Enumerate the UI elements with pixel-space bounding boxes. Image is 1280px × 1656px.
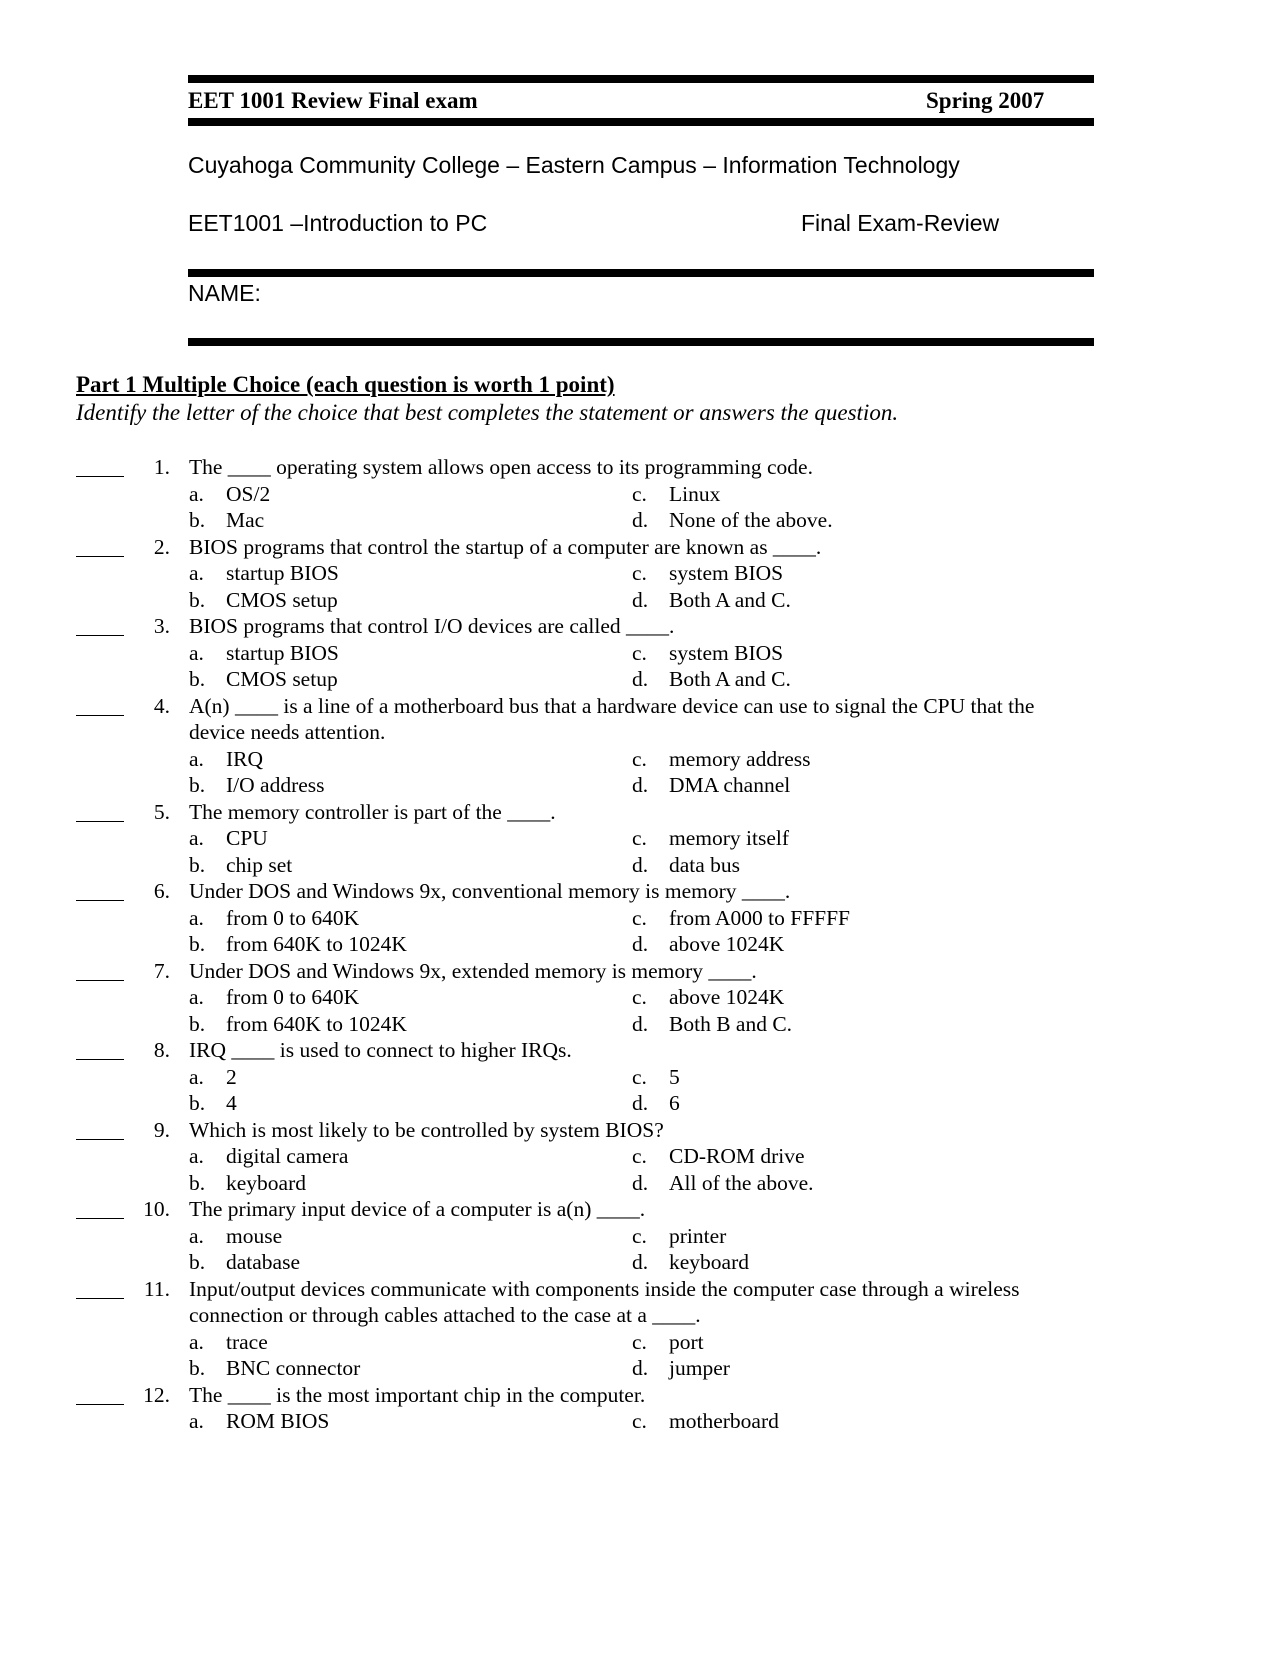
header-bottom-rule [188, 338, 1094, 346]
question-item [0, 613, 1280, 693]
option-letter: a. [189, 826, 204, 850]
option-letter: c. [632, 1409, 647, 1433]
option-text: Both A and C. [669, 667, 791, 691]
question-stem: The memory controller is part of the ____. [189, 799, 556, 824]
option-letter: b. [189, 773, 206, 797]
question-item [0, 1196, 1280, 1276]
question-stem: The primary input device of a computer is a(n) ____. [189, 1197, 646, 1221]
question-number: 10. [143, 1197, 170, 1221]
option-text: OS/2 [226, 481, 271, 506]
option-text: database [226, 1250, 301, 1274]
question-stem: IRQ ____ is used to connect to higher IRQs. [189, 1038, 572, 1062]
option-letter: b. [189, 1091, 206, 1115]
question-number: 9. [153, 1117, 170, 1142]
question-number: 5. [153, 799, 170, 824]
option-text: keyboard [669, 1250, 749, 1274]
option-letter: a. [189, 1144, 204, 1168]
option-letter: c. [632, 985, 647, 1009]
option-letter: b. [189, 1170, 206, 1195]
exam-label: Final Exam-Review [801, 210, 1000, 236]
question-stem: Which is most likely to be controlled by system BIOS? [189, 1117, 664, 1142]
option-text: above 1024K [669, 932, 785, 956]
option-letter: b. [189, 587, 206, 612]
option-letter: a. [189, 640, 204, 665]
answer-blank[interactable] [76, 958, 124, 981]
option-text: Both B and C. [669, 1011, 793, 1036]
term: Spring 2007 [926, 88, 1045, 113]
question-item [0, 799, 1280, 879]
option-letter: c. [632, 1329, 647, 1354]
option-text: CD-ROM drive [669, 1144, 805, 1168]
option-text: system BIOS [669, 640, 784, 665]
course-name: EET1001 –Introduction to PC [188, 210, 488, 236]
option-letter: d. [632, 508, 649, 532]
question-number: 7. [153, 958, 170, 983]
option-letter: d. [632, 773, 649, 797]
option-letter: d. [632, 1170, 649, 1195]
option-letter: b. [189, 852, 206, 877]
header-top-rule [188, 75, 1094, 83]
option-letter: a. [189, 481, 204, 506]
part-instructions: Identify the letter of the choice that best completes the statement or answers the question. [76, 400, 899, 425]
option-text: trace [226, 1329, 268, 1354]
question-number: 8. [153, 1038, 170, 1062]
option-text: 4 [226, 1091, 237, 1115]
option-text: startup BIOS [226, 561, 339, 585]
option-text: memory itself [669, 826, 790, 850]
option-text: DMA channel [669, 773, 791, 797]
question-options [0, 1064, 1280, 1117]
option-letter: d. [632, 667, 649, 691]
question-options [0, 1223, 1280, 1276]
option-letter: b. [189, 1011, 206, 1036]
course-title: EET 1001 Review Final exam [188, 88, 478, 113]
option-letter: d. [632, 932, 649, 956]
header-second-rule [188, 118, 1094, 126]
option-text: 5 [669, 1064, 680, 1089]
option-letter: d. [632, 1011, 649, 1036]
option-letter: d. [632, 1250, 649, 1274]
question-options [0, 1143, 1280, 1196]
question-options [0, 560, 1280, 613]
answer-blank[interactable] [76, 878, 124, 901]
option-letter: c. [632, 905, 647, 930]
question-number: 4. [153, 693, 170, 718]
question-item [0, 1117, 1280, 1197]
option-text: mouse [226, 1223, 283, 1248]
option-letter: a. [189, 561, 204, 585]
question-stem: Under DOS and Windows 9x, extended memory is memory ____. [189, 958, 757, 983]
option-text: system BIOS [669, 561, 784, 585]
question-options [0, 746, 1280, 799]
option-text: Both A and C. [669, 587, 791, 612]
question-options [0, 1329, 1280, 1382]
option-letter: a. [189, 1409, 204, 1433]
question-item [0, 1382, 1280, 1435]
question-number: 11. [143, 1276, 170, 1301]
answer-blank[interactable] [76, 534, 124, 557]
option-text: All of the above. [669, 1170, 814, 1195]
option-text: printer [669, 1223, 727, 1248]
question-stem: Under DOS and Windows 9x, conventional memory is memory ____. [189, 879, 791, 903]
answer-blank[interactable] [76, 1382, 124, 1405]
option-letter: b. [189, 667, 206, 691]
question-item [0, 878, 1280, 958]
question-stem: The ____ is the most important chip in the computer. [189, 1382, 646, 1407]
option-letter: d. [632, 1091, 649, 1115]
answer-blank[interactable] [76, 1117, 124, 1140]
question-list [0, 454, 1280, 1435]
option-text: digital camera [226, 1144, 349, 1168]
option-text: 6 [669, 1091, 680, 1115]
option-text: from 0 to 640K [226, 905, 360, 930]
question-number: 12. [143, 1382, 170, 1407]
option-letter: d. [632, 1356, 649, 1380]
option-letter: a. [189, 985, 204, 1009]
option-text: 2 [226, 1064, 237, 1089]
option-text: Mac [226, 508, 265, 532]
option-text: from 640K to 1024K [226, 1011, 407, 1036]
option-letter: c. [632, 640, 647, 665]
question-stem: Input/output devices communicate with components inside the computer case through a wireless connection or through cables attached to the case at a ____. [189, 1276, 1020, 1327]
part-title: Part 1 Multiple Choice (each question is worth 1 point) [76, 372, 615, 397]
question-stem: BIOS programs that control the startup of a computer are known as ____. [189, 534, 822, 559]
option-letter: b. [189, 932, 206, 956]
answer-blank[interactable] [76, 1276, 124, 1299]
question-options [0, 1408, 1280, 1435]
option-text: CMOS setup [226, 667, 338, 691]
question-item [0, 534, 1280, 614]
question-item [0, 1037, 1280, 1117]
option-letter: a. [189, 1223, 204, 1248]
option-text: IRQ [226, 746, 264, 771]
question-item [0, 454, 1280, 534]
option-letter: c. [632, 746, 647, 771]
option-text: above 1024K [669, 985, 785, 1009]
option-text: CPU [226, 826, 268, 850]
option-letter: a. [189, 1064, 204, 1089]
option-letter: a. [189, 1329, 204, 1354]
institution: Cuyahoga Community College – Eastern Campus – Information Technology [188, 152, 960, 178]
answer-blank[interactable] [76, 613, 124, 636]
option-text: None of the above. [669, 508, 833, 532]
option-text: port [669, 1329, 704, 1354]
question-options [0, 825, 1280, 878]
answer-blank[interactable] [76, 1196, 124, 1219]
option-text: keyboard [226, 1170, 306, 1195]
question-options [0, 481, 1280, 534]
question-stem: The ____ operating system allows open access to its programming code. [189, 455, 813, 479]
option-text: from 0 to 640K [226, 985, 360, 1009]
question-options [0, 984, 1280, 1037]
option-text: I/O address [226, 773, 325, 797]
question-item [0, 693, 1280, 799]
question-options [0, 640, 1280, 693]
question-item [0, 958, 1280, 1038]
option-text: chip set [226, 852, 293, 877]
answer-blank[interactable] [76, 1037, 124, 1060]
option-letter: a. [189, 905, 204, 930]
question-number: 1. [153, 455, 170, 479]
option-letter: c. [632, 481, 647, 506]
option-letter: c. [632, 1144, 647, 1168]
header-third-rule [188, 269, 1094, 277]
question-options [0, 905, 1280, 958]
option-text: CMOS setup [226, 587, 338, 612]
option-letter: c. [632, 1223, 647, 1248]
option-text: motherboard [669, 1409, 779, 1433]
option-text: from A000 to FFFFF [669, 905, 851, 930]
question-item [0, 1276, 1280, 1382]
option-letter: b. [189, 508, 206, 532]
answer-blank[interactable] [76, 454, 124, 477]
name-label: NAME: [188, 280, 261, 306]
question-stem: A(n) ____ is a line of a motherboard bus that a hardware device can use to signal the CPU that the device needs attention. [189, 693, 1035, 744]
option-text: jumper [669, 1356, 730, 1380]
answer-blank[interactable] [76, 693, 124, 716]
question-number: 6. [153, 879, 170, 903]
option-letter: b. [189, 1356, 206, 1380]
option-text: startup BIOS [226, 640, 339, 665]
option-letter: c. [632, 1064, 647, 1089]
option-text: ROM BIOS [226, 1409, 330, 1433]
option-letter: d. [632, 852, 649, 877]
option-letter: b. [189, 1250, 206, 1274]
question-stem: BIOS programs that control I/O devices are called ____. [189, 614, 675, 638]
question-number: 2. [153, 534, 170, 559]
question-number: 3. [153, 614, 170, 638]
answer-blank[interactable] [76, 799, 124, 822]
option-text: BNC connector [226, 1356, 361, 1380]
option-letter: a. [189, 746, 204, 771]
option-text: Linux [669, 481, 721, 506]
option-text: data bus [669, 852, 741, 877]
option-letter: c. [632, 826, 647, 850]
option-text: memory address [669, 746, 811, 771]
option-letter: d. [632, 587, 649, 612]
option-letter: c. [632, 561, 647, 585]
option-text: from 640K to 1024K [226, 932, 407, 956]
